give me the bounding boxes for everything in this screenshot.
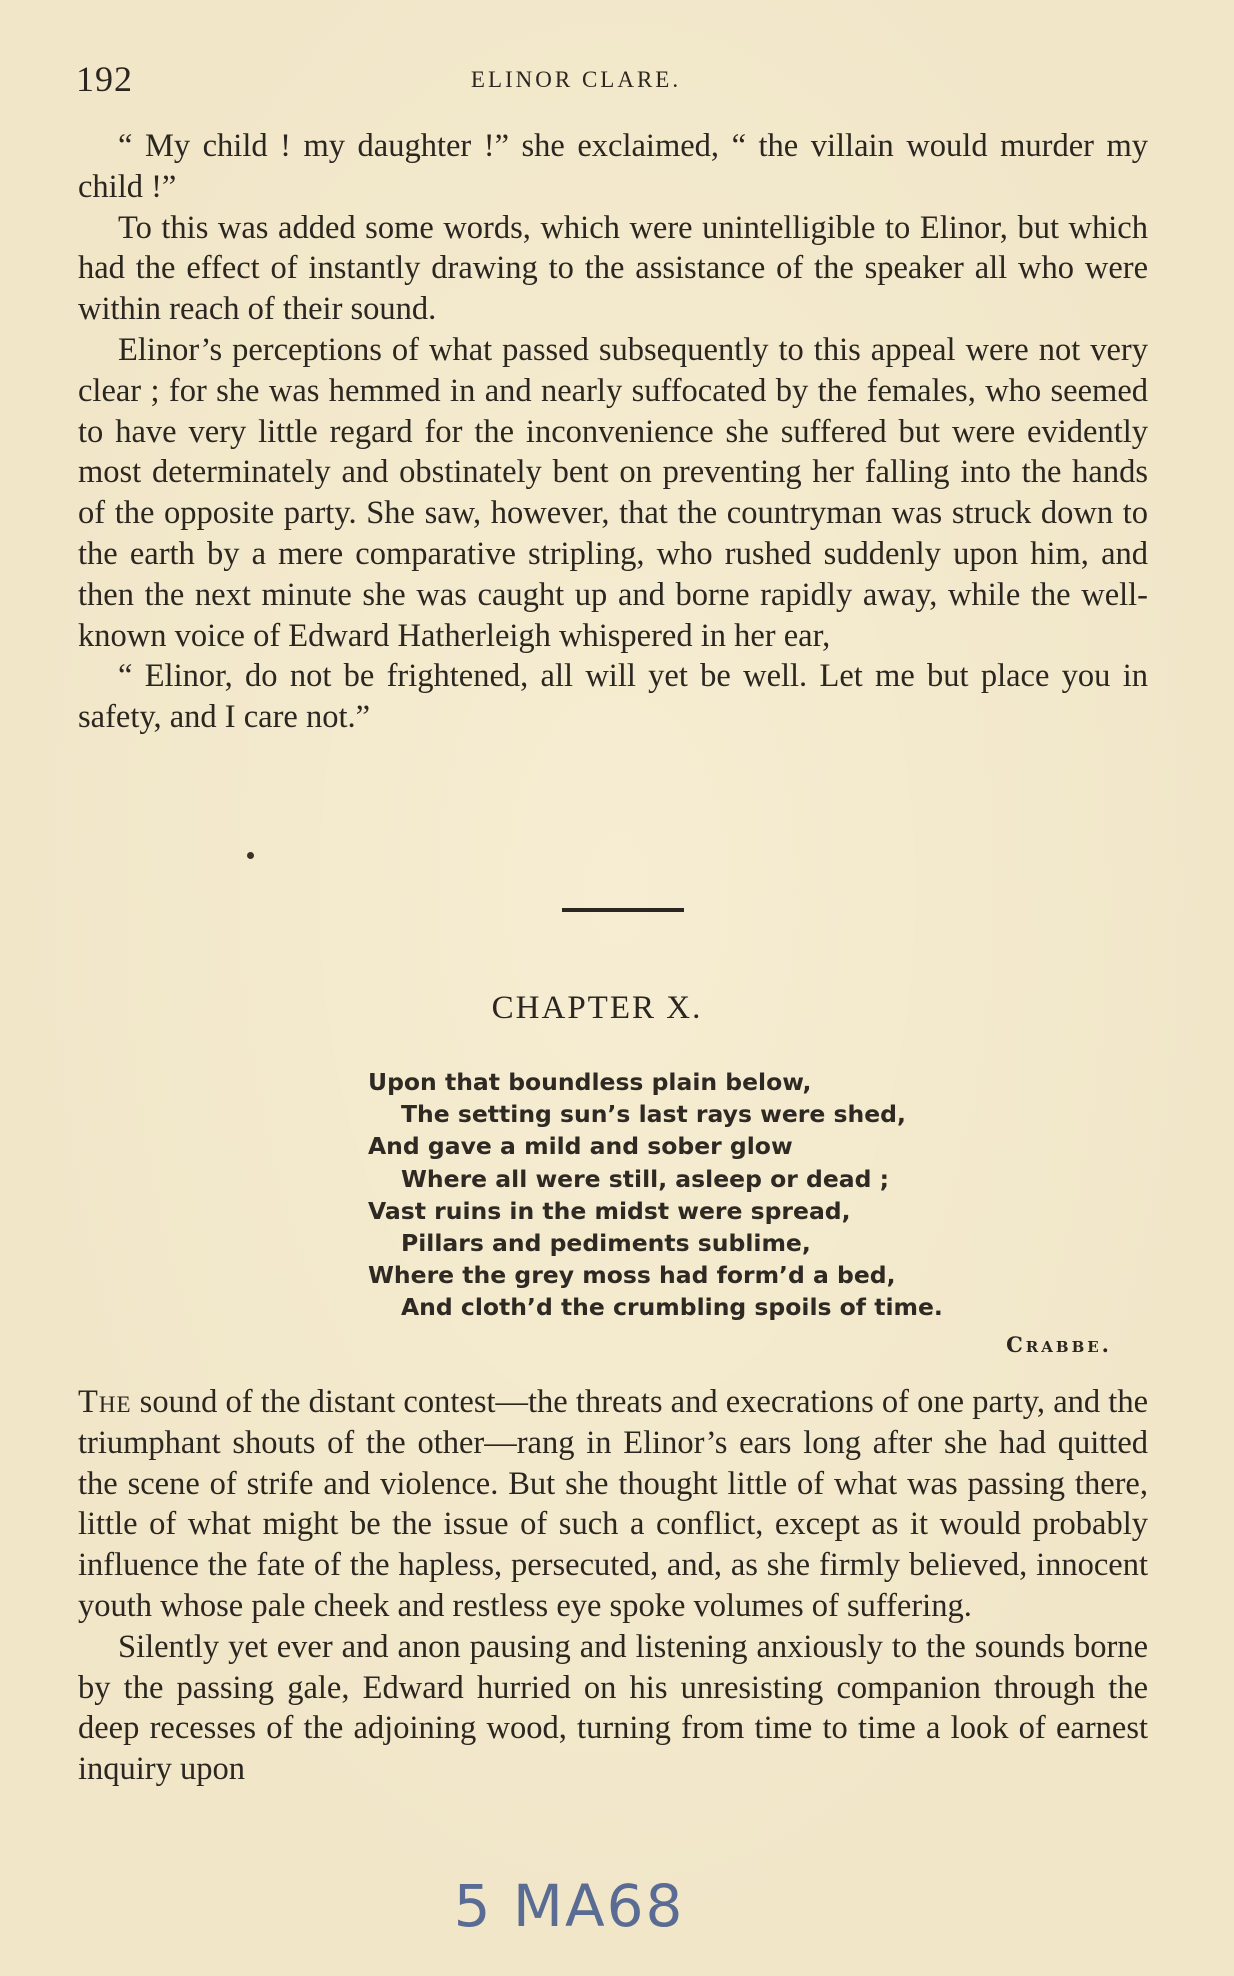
epigraph-line: Pillars and pediments sublime, — [401, 1229, 811, 1258]
epigraph-line: Where all were still, asleep or dead ; — [401, 1164, 890, 1193]
paragraph-body: sound of the distant contest—the threats and execrations of one party, and the triumphant shouts of the other—rang in Elinor’s ears long after she had quitted the scene of strife and violence. But she thought little of what was passing there, little of what might be the issue of such a conflict, except as it would probably influence the fate of the hapless, persecuted, and, as she firmly believed, innocent youth whose pale cheek and restless eye spoke volumes of suffering. — [78, 1384, 1148, 1624]
opening-text — [78, 126, 1148, 738]
section-divider — [562, 908, 684, 912]
library-date-stamp — [0, 1872, 1234, 1940]
running-head — [76, 58, 1146, 108]
chapter-text — [78, 1382, 1148, 1790]
epigraph — [368, 1066, 1128, 1324]
page-number: 192 — [76, 59, 133, 99]
stamp-text: 5 MA68 — [453, 1872, 685, 1940]
lead-word: The — [78, 1384, 132, 1420]
epigraph-line: Where the grey moss had form’d a bed, — [368, 1261, 896, 1290]
epigraph-line: Upon that boundless plain below, — [368, 1068, 812, 1096]
chapter-heading — [0, 990, 1234, 1027]
epigraph-line: And cloth’d the crumbling spoils of time. — [401, 1293, 943, 1322]
paragraph: Elinor’s perceptions of what passed subsequently to this appeal were not very clear ; for she was hemmed in and nearly suffocated by the females, who seemed to have very little regard for the inconvenience she suffered but were evidently most determinately and obstinately bent on preventing her falling into the hands of the opposite party. She saw, however, that the countryman was struck down to the earth by a mere comparative stripling, who rushed suddenly upon him, and then the next minute she was caught up and borne rapidly away, while the well-known voice of Edward Hatherleigh whispered in her ear, — [78, 331, 1148, 654]
paragraph: Silently yet ever and anon pausing and listening anxiously to the sounds borne by the passing gale, Edward hurried on his unresisting companion through the deep recesses of the adjoining wood, turning from time to time a look of earnest inquiry upon — [78, 1628, 1148, 1788]
epigraph-attribution: Crabbe. — [1006, 1332, 1112, 1357]
epigraph-line: The setting sun’s last rays were shed, — [401, 1100, 906, 1129]
running-title: ELINOR CLARE. — [470, 67, 682, 92]
chapter-title: CHAPTER X. — [491, 990, 703, 1026]
paragraph: To this was added some words, which were unintelligible to Elinor, but which had the effect of instantly drawing to the assistance of the speaker all who were within reach of their sound. — [78, 209, 1148, 328]
paragraph — [78, 1382, 1148, 1627]
epigraph-line: And gave a mild and sober glow — [368, 1132, 793, 1161]
paragraph: “ Elinor, do not be frightened, all will yet be well. Let me but place you in safety, and I care not.” — [78, 658, 1148, 736]
epigraph-line: Vast ruins in the midst were spread, — [368, 1196, 851, 1225]
ink-speck — [247, 852, 254, 859]
paragraph: “ My child ! my daughter !” she exclaimed, “ the villain would murder my child !” — [78, 128, 1148, 205]
